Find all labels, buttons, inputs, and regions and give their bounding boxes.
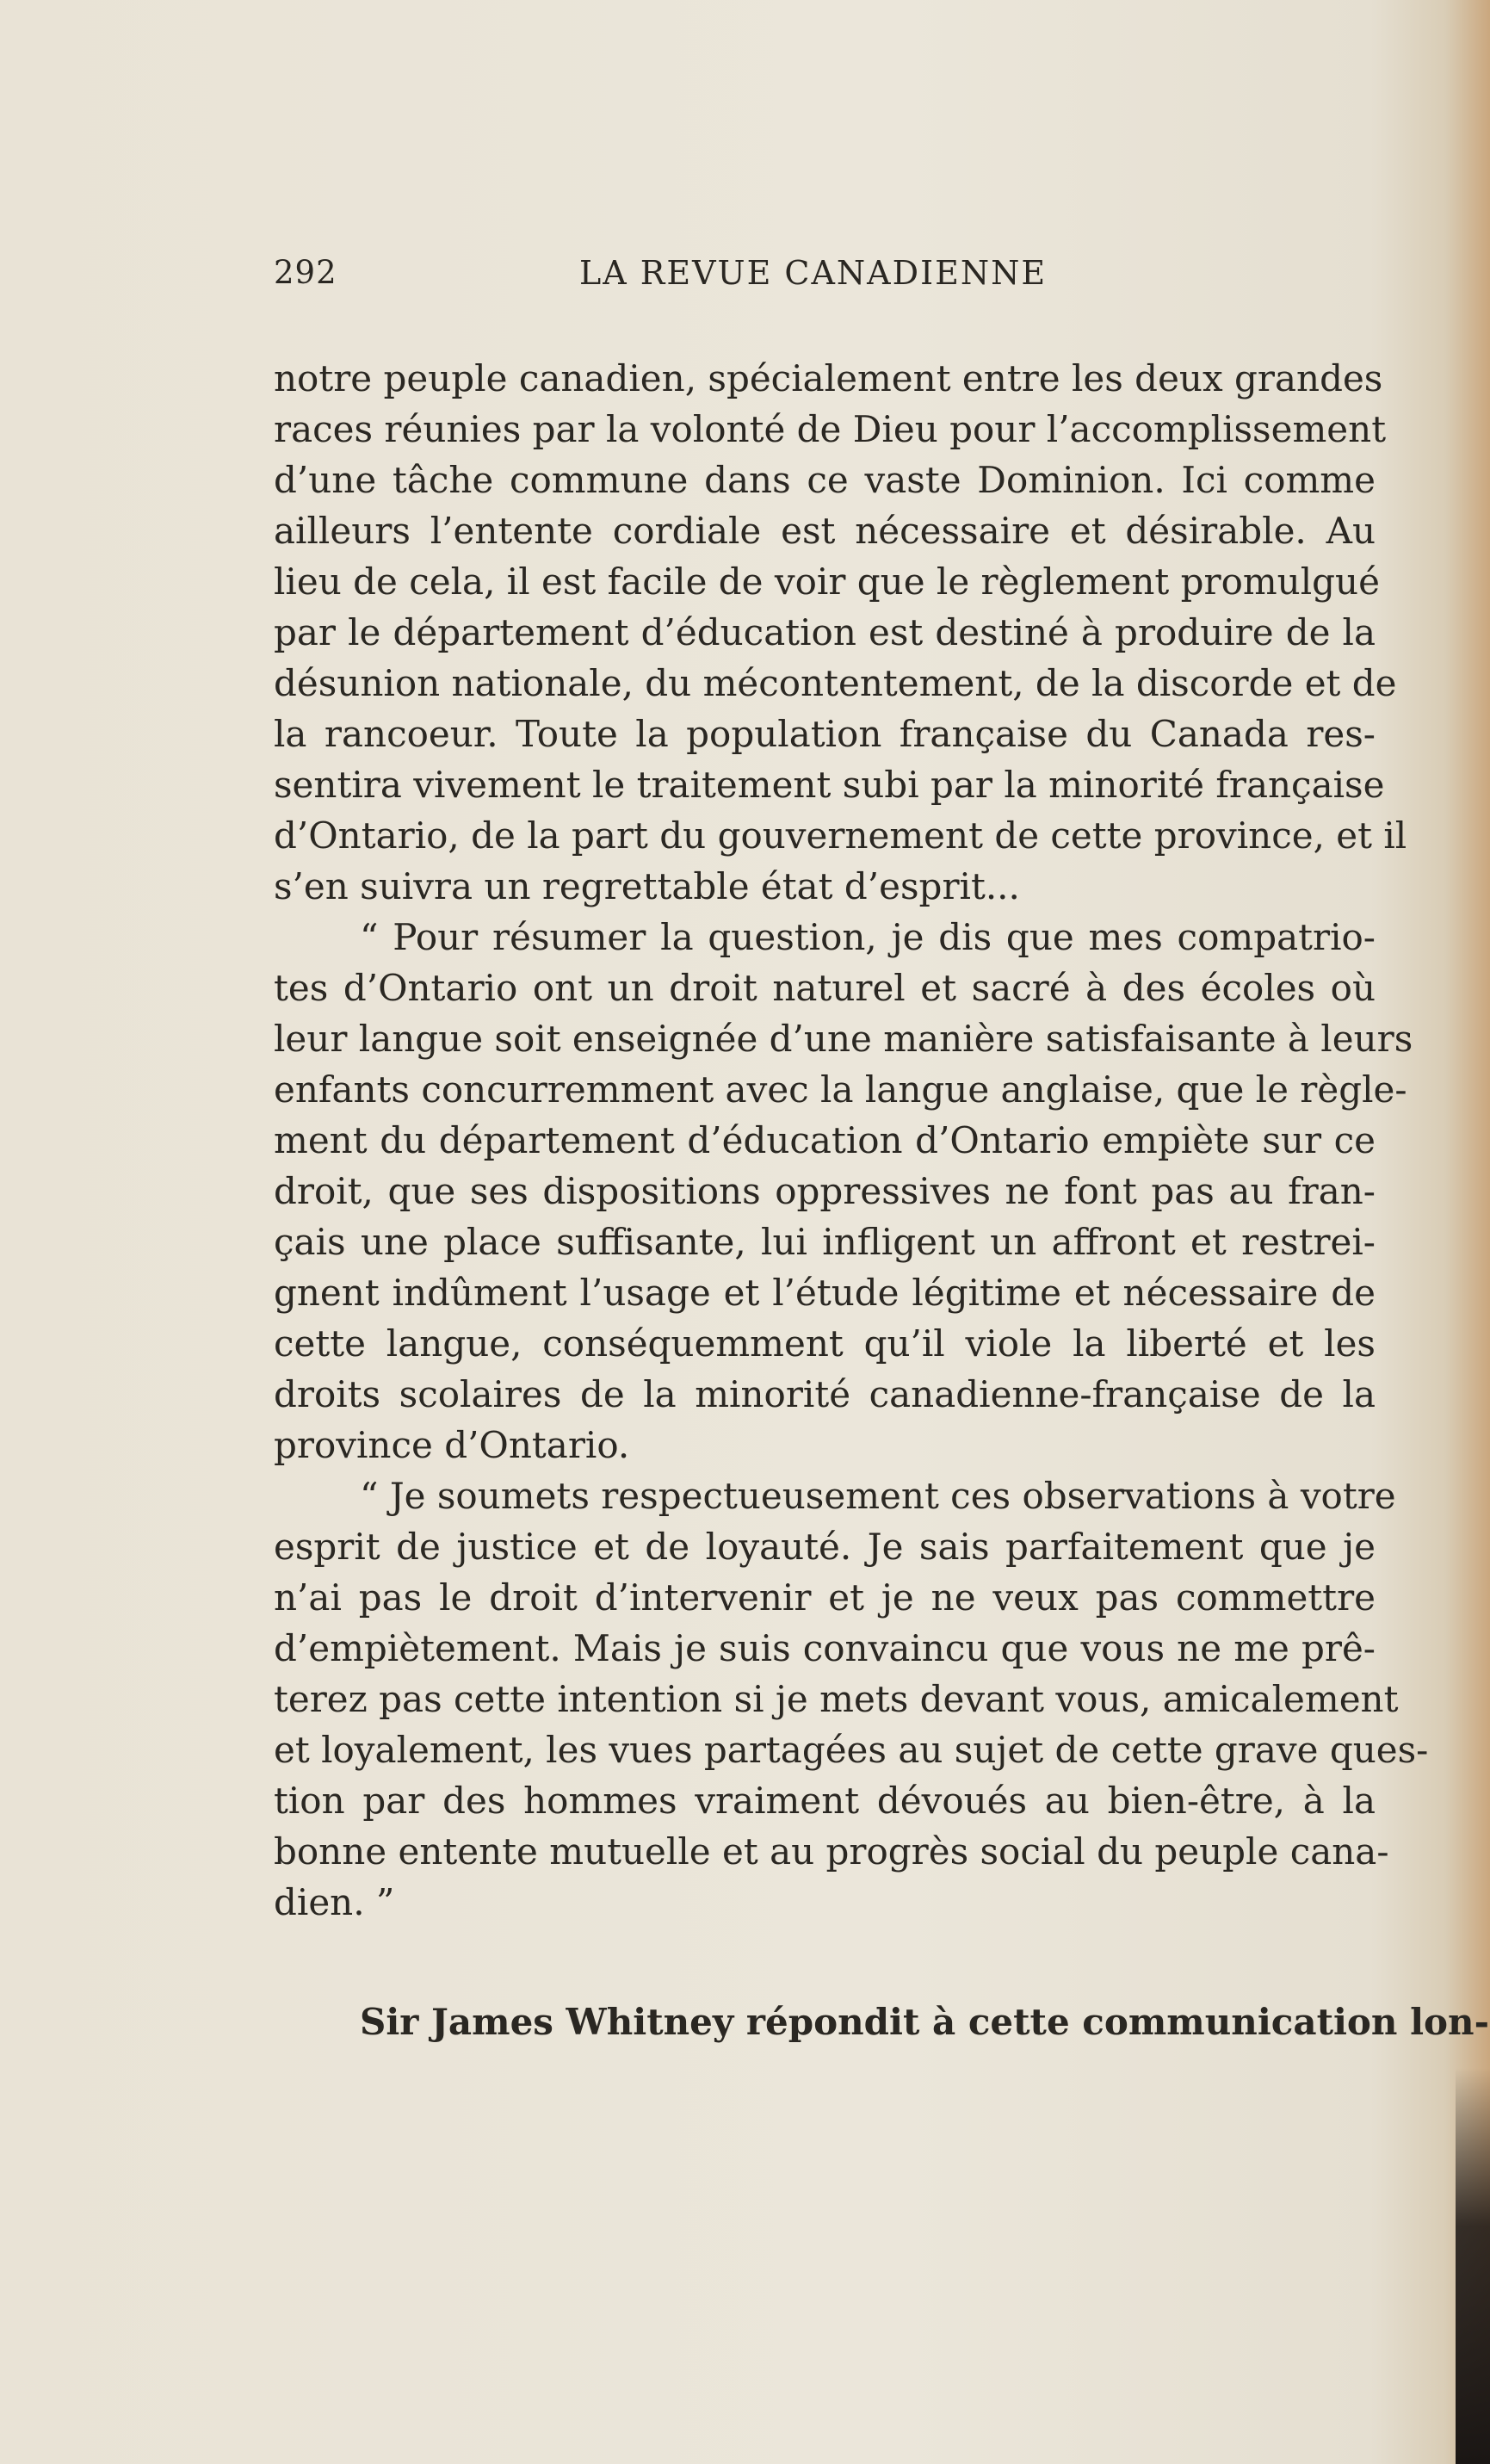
text-line: d’empiètement. Mais je suis convaincu que vous ne me prê-: [274, 1627, 1376, 1669]
text-line: enfants concurremment avec la langue anglaise, que le règle-: [274, 1068, 1407, 1111]
text-line: n’ai pas le droit d’intervenir et je ne veux pas commettre: [274, 1576, 1376, 1619]
text-line: la rancoeur. Toute la population française du Canada res-: [274, 713, 1376, 755]
paragraph: [274, 1470, 1429, 1928]
text-line: ment du département d’éducation d’Ontario empiète sur ce: [274, 1119, 1376, 1161]
text-line: ailleurs l’entente cordiale est nécessaire et désirable. Au: [274, 510, 1376, 552]
paragraph: [274, 912, 1413, 1470]
text-line: lieu de cela, il est facile de voir que le règlement promulgué: [274, 560, 1380, 603]
text-line: d’Ontario, de la part du gouvernement de cette province, et il: [274, 814, 1407, 857]
text-line: tes d’Ontario ont un droit naturel et sacré à des écoles où: [274, 967, 1376, 1009]
text-line: sentira vivement le traitement subi par la minorité française: [274, 764, 1385, 806]
body-text: [274, 353, 1490, 2047]
text-line: tion par des hommes vraiment dévoués au bien-être, à la: [274, 1780, 1376, 1822]
journal-title: LA REVUE CANADIENNE: [579, 254, 1048, 292]
text-line: races réunies par la volonté de Dieu pour l’accomplissement: [274, 408, 1387, 450]
text-line: province d’Ontario.: [274, 1424, 630, 1466]
text-line: esprit de justice et de loyauté. Je sais parfaitement que je: [274, 1526, 1376, 1568]
text-line: cette langue, conséquemment qu’il viole la liberté et les: [274, 1322, 1376, 1365]
text-line: désunion nationale, du mécontentement, de la discorde et de: [274, 662, 1397, 704]
paragraph: [274, 353, 1407, 912]
text-line: “ Pour résumer la question, je dis que mes compatrio-: [360, 916, 1376, 958]
text-line: çais une place suffisante, lui infligent un affront et restrei-: [274, 1221, 1376, 1263]
text-line: droit, que ses dispositions oppressives ne font pas au fran-: [274, 1170, 1376, 1212]
text-line: leur langue soit enseignée d’une manière satisfaisante à leurs: [274, 1018, 1413, 1060]
text-line: par le département d’éducation est destiné à produire de la: [274, 611, 1376, 653]
text-line: gnent indûment l’usage et l’étude légitime et nécessaire de: [274, 1272, 1376, 1314]
text-line: bonne entente mutuelle et au progrès social du peuple cana-: [274, 1830, 1389, 1873]
section-gap: [274, 1928, 1376, 1997]
text-line: “ Je soumets respectueusement ces observations à votre: [360, 1475, 1396, 1517]
text-line: droits scolaires de la minorité canadienne-française de la: [274, 1373, 1376, 1415]
closing-line: Sir James Whitney répondit à cette communication lon-: [360, 2001, 1490, 2043]
running-head: [274, 254, 1074, 299]
page-number: 292: [274, 254, 337, 291]
text-line: notre peuple canadien, spécialement entre les deux grandes: [274, 357, 1383, 399]
text-line: et loyalement, les vues partagées au sujet de cette grave ques-: [274, 1729, 1429, 1771]
text-line: terez pas cette intention si je mets devant vous, amicalement: [274, 1678, 1399, 1720]
page-edge-shadow: [1456, 2068, 1490, 2464]
text-line: s’en suivra un regrettable état d’esprit...: [274, 865, 1020, 907]
text-line: dien. ”: [274, 1881, 395, 1923]
text-line: d’une tâche commune dans ce vaste Dominion. Ici comme: [274, 459, 1376, 501]
